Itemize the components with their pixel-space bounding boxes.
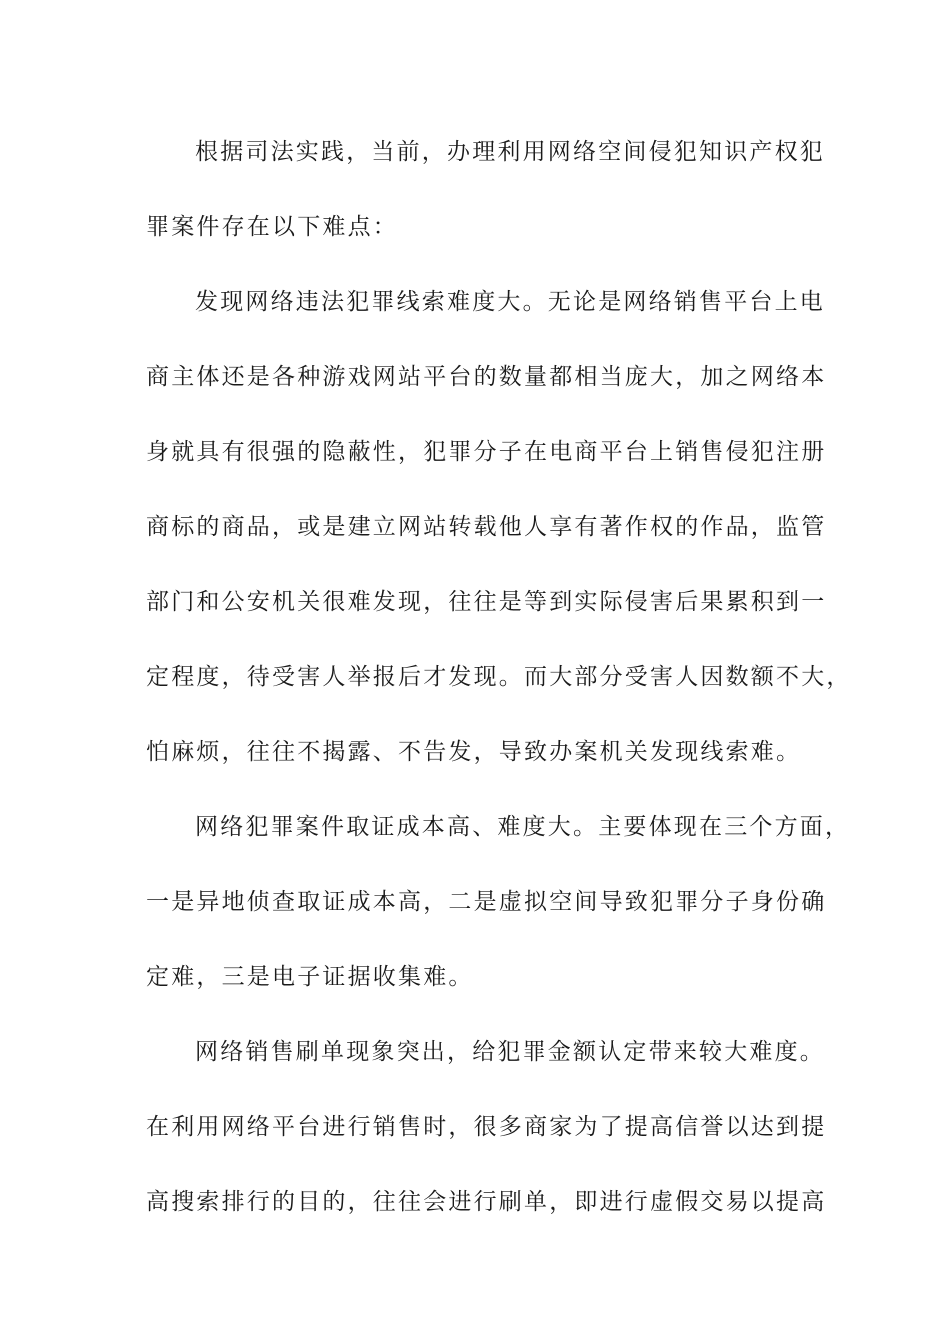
text-line: 一是异地侦查取证成本高，二是虚拟空间导致犯罪分子身份确 bbox=[146, 889, 827, 915]
text-line: 高搜索排行的目的，往往会进行刷单，即进行虚假交易以提高 bbox=[146, 1189, 827, 1215]
text-line: 部门和公安机关很难发现，往往是等到实际侵害后果累积到一 bbox=[146, 589, 827, 615]
text-line: 根据司法实践，当前，办理利用网络空间侵犯知识产权犯 bbox=[195, 139, 825, 165]
text-line: 定程度，待受害人举报后才发现。而大部分受害人因数额不大， bbox=[146, 664, 852, 690]
text-line: 怕麻烦，往往不揭露、不告发，导致办案机关发现线索难。 bbox=[146, 739, 802, 765]
text-line: 定难，三是电子证据收集难。 bbox=[146, 964, 474, 990]
text-line: 商主体还是各种游戏网站平台的数量都相当庞大，加之网络本 bbox=[146, 364, 827, 390]
text-line: 网络犯罪案件取证成本高、难度大。主要体现在三个方面， bbox=[195, 814, 851, 840]
text-line: 身就具有很强的隐蔽性，犯罪分子在电商平台上销售侵犯注册 bbox=[146, 439, 827, 465]
text-line: 网络销售刷单现象突出，给犯罪金额认定带来较大难度。 bbox=[195, 1039, 825, 1065]
text-line: 罪案件存在以下难点： bbox=[146, 214, 398, 240]
text-line: 发现网络违法犯罪线索难度大。无论是网络销售平台上电 bbox=[195, 289, 825, 315]
text-line: 在利用网络平台进行销售时，很多商家为了提高信誉以达到提 bbox=[146, 1114, 827, 1140]
text-line: 商标的商品，或是建立网站转载他人享有著作权的作品，监管 bbox=[146, 514, 827, 540]
